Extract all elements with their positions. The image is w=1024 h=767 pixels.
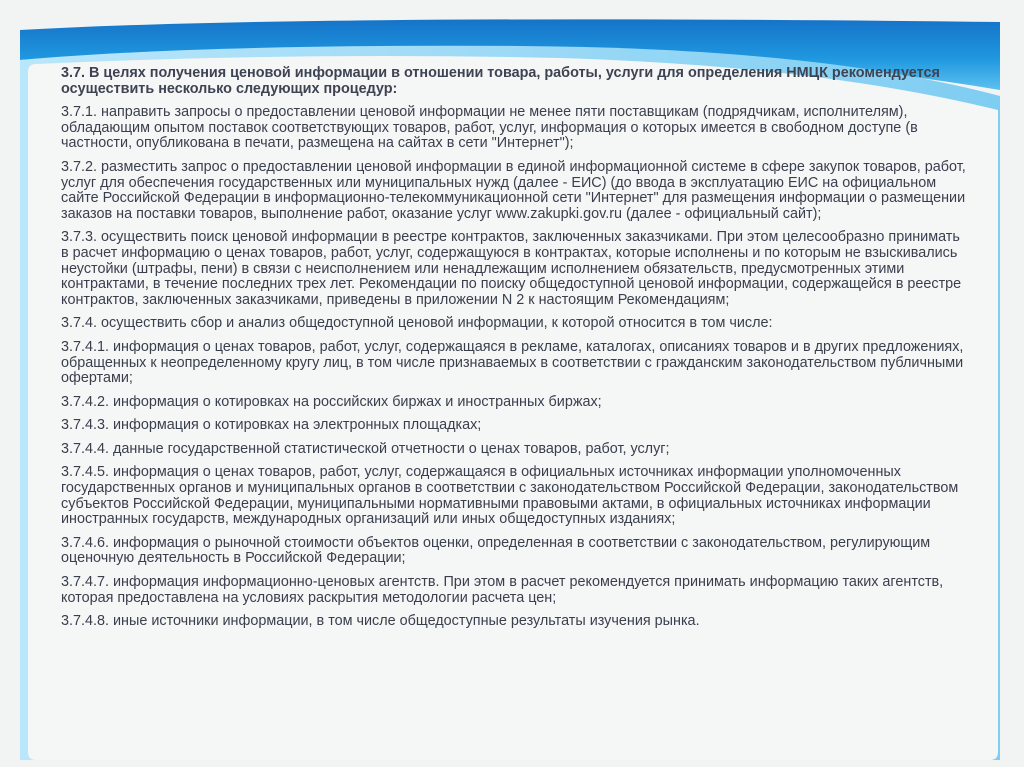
paragraph-3-7-4-5: 3.7.4.5. информация о ценах товаров, работ, услуг, содержащаяся в официальных источниках информации уполномоченных государственных органов и муниципальных органов в соответствии с законодательством Российской Федерации, законодательством субъектов Российской Федерации, муниципальными нормативными правовыми актами, в официальных источниках информации иностранных государств, международных организаций или иных общедоступных изданиях;: [61, 464, 959, 528]
paragraph-3-7-4-3: 3.7.4.3. информация о котировках на электронных площадках;: [61, 417, 482, 434]
paragraph-3-7-4-1: 3.7.4.1. информация о ценах товаров, работ, услуг, содержащаяся в рекламе, каталогах, описаниях товаров и в других предложениях, обращенных к неопределенному кругу лиц, в том числе признаваемых в соответствии с гражданским законодательством публичными офертами;: [61, 338, 964, 387]
paragraph-3-7-3: 3.7.3. осуществить поиск ценовой информации в реестре контрактов, заключенных заказчиками. При этом целесообразно принимать в расчет информацию о ценах товаров, работ, услуг, содержащуюся в контрактах, которые исполнены и по которым не взыскивались неустойки (штрафы, пени) в связи с неисполнением или ненадлежащим исполнением обязательств, предусмотренных этими контрактами, в течение последних трех лет. Рекомендации по поиску общедоступной ценовой информации, содержащейся в реестре контрактов, заключенных заказчиками, приведены в приложении N 2 к настоящим Рекомендациям;: [61, 229, 962, 308]
paragraph-3-7-2: 3.7.2. разместить запрос о предоставлении ценовой информации в единой информационной системе в сфере закупок товаров, работ, услуг для обеспечения государственных или муниципальных нужд (далее - ЕИС) (до ввода в эксплуатацию ЕИС на официальном сайте Российской Федерации в информационно-телекоммуникационной сети "Интернет" для размещения информации о размещении заказов на поставки товаров, выполнение работ, оказание услуг www.zakupki.gov.ru (далее - официальный сайт);: [61, 158, 966, 222]
paragraph-3-7-4-2: 3.7.4.2. информация о котировках на российских биржах и иностранных биржах;: [61, 393, 602, 410]
paragraph-3-7-4-4: 3.7.4.4. данные государственной статистической отчетности о ценах товаров, работ, услуг;: [61, 440, 670, 457]
slide-content: [61, 66, 971, 638]
paragraph-3-7-4-6: 3.7.4.6. информация о рыночной стоимости объектов оценки, определенная в соответствии с законодательством, регулирующим оценочную деятельность в Российской Федерации;: [61, 534, 931, 567]
paragraph-3-7-4-8: 3.7.4.8. иные источники информации, в том числе общедоступные результаты изучения рынка.: [61, 613, 700, 630]
paragraph-3-7-4: 3.7.4. осуществить сбор и анализ общедоступной ценовой информации, к которой относится в том числе:: [61, 315, 773, 332]
paragraph-3-7-1: 3.7.1. направить запросы о предоставлении ценовой информации не менее пяти поставщикам (подрядчикам, исполнителям), обладающим опытом поставок соответствующих товаров, работ, услуг, информация о которых имеется в свободном доступе (в частности, опубликована в печати, размещена на сайтах в сети "Интернет");: [61, 104, 918, 152]
slide-heading: 3.7. В целях получения ценовой информации в отношении товара, работы, услуги для определения НМЦК рекомендуется осуществить несколько следующих процедур:: [61, 65, 940, 97]
paragraph-3-7-4-7: 3.7.4.7. информация информационно-ценовых агентств. При этом в расчет рекомендуется принимать информацию таких агентств, которая предоставлена на условиях раскрытия методологии расчета цен;: [61, 574, 944, 606]
